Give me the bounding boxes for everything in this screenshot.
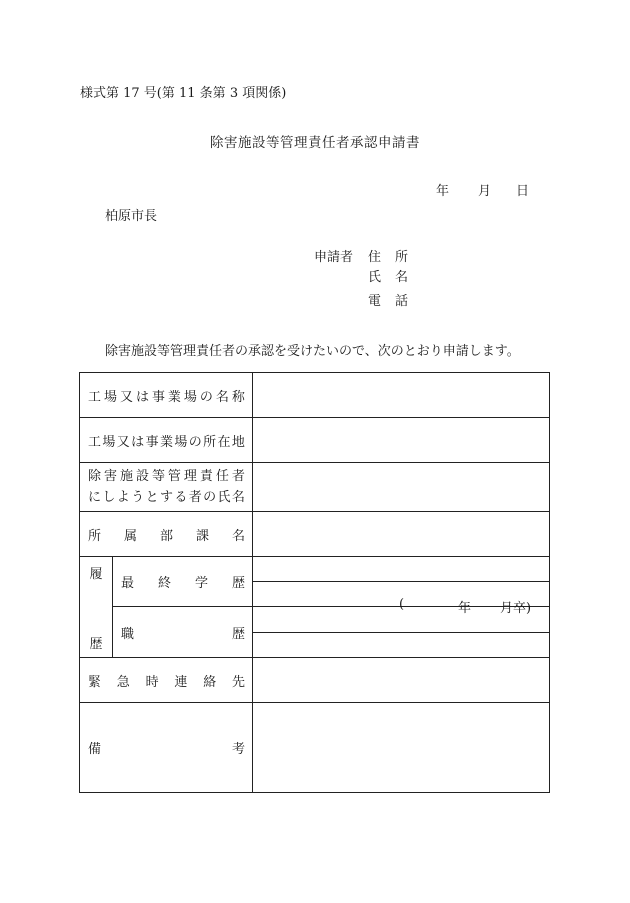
label-char: 地: [231, 434, 245, 450]
label-char: 者: [188, 490, 202, 505]
label-char: う: [131, 490, 145, 505]
application-table: [79, 372, 550, 793]
label-char: 事: [151, 389, 165, 405]
applicant-name-label-1: 氏: [368, 270, 382, 285]
document-title: 除害施設等管理責任者承認申請書: [210, 135, 420, 151]
label-char: 場: [183, 389, 197, 405]
form-number: 様式第 17 号(第 11 条第 3 項関係): [80, 86, 287, 101]
label-char: の: [188, 434, 202, 450]
label-char: 業: [159, 434, 173, 450]
label-char: 歴: [89, 637, 103, 652]
education-school-field[interactable]: [253, 557, 550, 582]
career-label: [113, 607, 253, 658]
label-char: の: [203, 490, 217, 505]
label-char: 最: [121, 576, 135, 591]
label-char: 絡: [203, 674, 217, 690]
label-char: 備: [88, 742, 102, 757]
row-career-1: [80, 607, 550, 633]
label-char: 在: [217, 434, 231, 450]
label-char: は: [131, 434, 145, 450]
applicant-phone-label-2: 話: [395, 294, 409, 309]
label-char: 又: [119, 389, 133, 405]
row-factory-name: [80, 373, 550, 418]
applicant-address-label-1: 住: [368, 250, 382, 265]
label-char: 歴: [231, 576, 245, 591]
label-char: 先: [231, 674, 245, 690]
label-char: 年: [458, 601, 472, 616]
label-char: る: [174, 490, 188, 505]
label-char: 部: [159, 528, 173, 544]
education-label: [113, 557, 253, 607]
label-char: は: [135, 389, 149, 405]
label-char: 害: [103, 469, 117, 484]
label-char: 事: [145, 434, 159, 450]
emergency-contact-label: [80, 658, 253, 703]
label-char: 所: [88, 528, 102, 544]
career-field-2[interactable]: [253, 633, 550, 658]
label-char: 終: [157, 576, 171, 591]
row-department: [80, 512, 550, 557]
manager-name-label: [80, 463, 253, 512]
label-char: し: [102, 490, 116, 505]
label-char: 履: [89, 567, 103, 582]
addressee: 柏原市長: [105, 209, 158, 224]
label-char: 連: [174, 674, 188, 690]
label-char: 考: [231, 742, 245, 757]
label-char: 時: [145, 674, 159, 690]
row-emergency-contact: [80, 658, 550, 703]
label-char: 者: [231, 469, 245, 484]
label-char: 職: [121, 626, 135, 642]
manager-name-field[interactable]: [253, 463, 550, 512]
label-char: 責: [199, 469, 213, 484]
label-char: 管: [167, 469, 181, 484]
remarks-label: [80, 703, 253, 793]
graduation-date-field[interactable]: [253, 582, 550, 616]
label-char: 学: [194, 576, 208, 591]
label-char: 歴: [231, 626, 245, 642]
label-char: 業: [167, 389, 181, 405]
factory-name-field[interactable]: [253, 373, 550, 418]
label-char: 月卒): [500, 601, 532, 616]
department-field[interactable]: [253, 512, 550, 557]
label-char: 除: [88, 469, 102, 484]
row-remarks: [80, 703, 550, 793]
label-char: 又: [116, 434, 130, 450]
factory-location-label: [80, 418, 253, 463]
label-char: 場: [102, 434, 116, 450]
label-char: 課: [195, 528, 209, 544]
emergency-contact-field[interactable]: [253, 658, 550, 703]
label-char: 場: [103, 389, 117, 405]
label-char: 名: [231, 490, 245, 505]
label-char: 緊: [88, 674, 102, 690]
career-history-label: [80, 557, 113, 658]
factory-location-field[interactable]: [253, 418, 550, 463]
row-factory-location: [80, 418, 550, 463]
label-char: と: [145, 490, 159, 505]
label-char: 等: [151, 469, 165, 484]
label-char: 名: [231, 528, 245, 544]
applicant-role-label: 申請者: [314, 250, 354, 265]
applicant-name-label-2: 名: [395, 270, 409, 285]
label-char: 所: [203, 434, 217, 450]
date-year-label: 年: [436, 184, 450, 199]
label-char: 施: [119, 469, 133, 484]
label-char: よ: [116, 490, 130, 505]
row-manager-name: [80, 463, 550, 512]
label-char: の: [199, 389, 213, 405]
applicant-address-label-2: 所: [395, 250, 409, 265]
intro-text: 除害施設等管理責任者の承認を受けたいので、次のとおり申請します。: [105, 344, 520, 359]
label-char: 氏: [217, 490, 231, 505]
label-char: 称: [231, 389, 245, 405]
date-month-label: 月: [478, 184, 492, 199]
label-char: 工: [88, 434, 102, 450]
label-char: 任: [215, 469, 229, 484]
label-char: 工: [88, 389, 102, 405]
label-char: 名: [215, 389, 229, 405]
factory-name-label: [80, 373, 253, 418]
label-char: す: [159, 490, 173, 505]
applicant-phone-label-1: 電: [368, 294, 382, 309]
remarks-field[interactable]: [253, 703, 550, 793]
label-char: 理: [183, 469, 197, 484]
row-education-1: [80, 557, 550, 582]
department-label: [80, 512, 253, 557]
label-char: に: [88, 490, 102, 505]
label-char: 設: [135, 469, 149, 484]
label-char: 場: [174, 434, 188, 450]
label-char: 属: [123, 528, 137, 544]
date-day-label: 日: [516, 184, 530, 199]
label-char: 急: [116, 674, 130, 690]
label-char: (: [399, 597, 405, 612]
